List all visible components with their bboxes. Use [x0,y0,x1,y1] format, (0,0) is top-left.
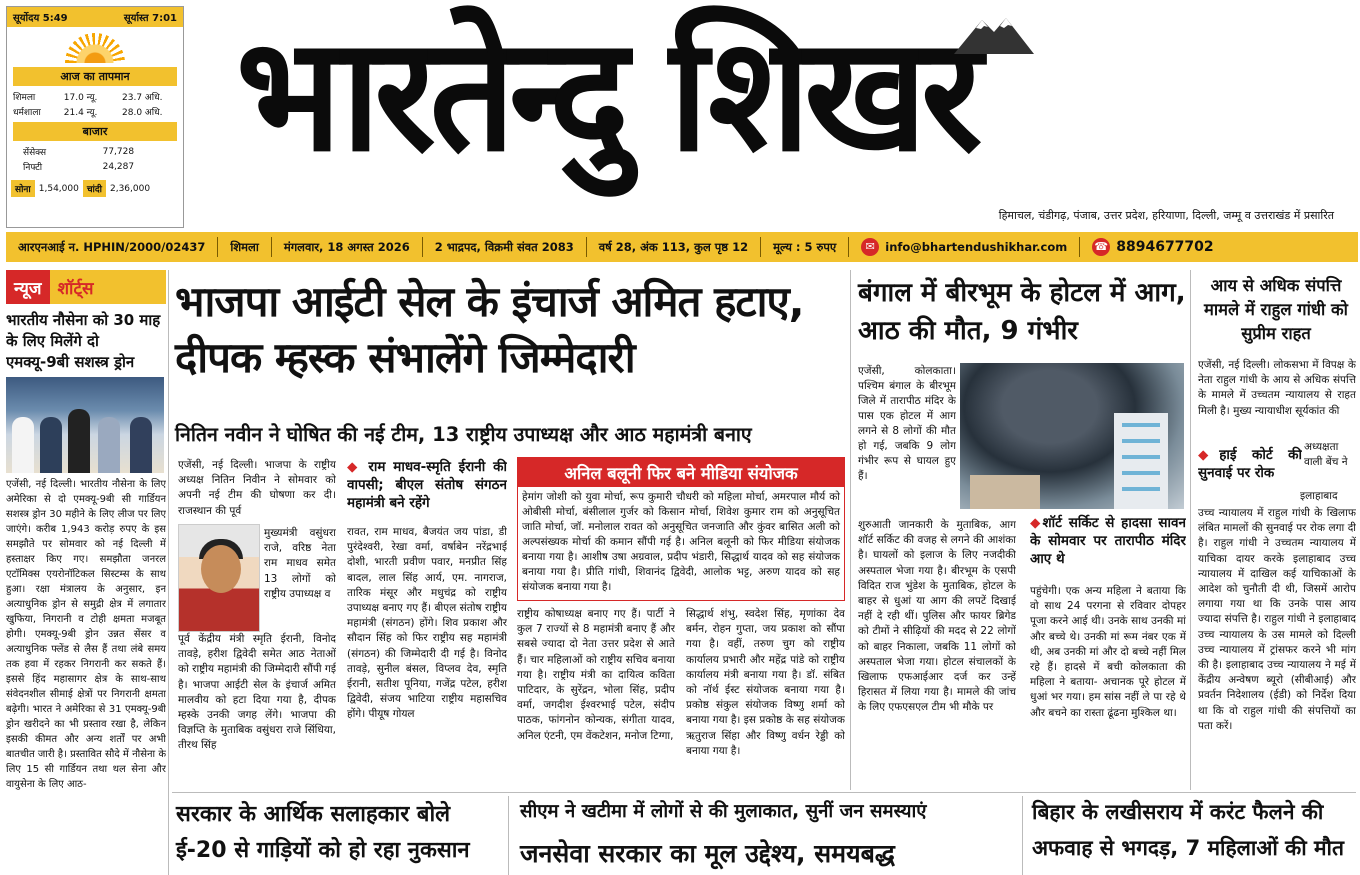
masthead [236,4,1346,222]
price: मूल्य : 5 रुपए [761,237,849,257]
lead-col4-body: सिद्धार्थ शंभु, स्वदेश सिंह, मृणांका देव बर्मन, रोहन गुप्ता, जय प्रकाश को सौंपा गया है। वहीं, तरुण चुग को राष्ट्रीय कार्यालय प्रभारी और महेंद्र पांडे को राष्ट्रीय कार्यालय मंत्री बनाया गया है। डॉ. संबित को नॉर्थ ईस्ट संयोजक बनाया गया है। प्रकोष्ठ संकुल संयोजक विष्णु शर्मा को बनाया गया है। इस प्रकोष्ठ के सह संयोजक ऋतुराज सिंहा और विष्णु वर्धन रेड्डी को बनाया गया है। [686,608,845,757]
column-divider [168,270,169,875]
rahul-body-bottom: उच्च न्यायालय में राहुल गांधी के खिलाफ लंबित मामलों की सुनवाई पर रोक लगा दी है। राहुल गांधी ने उच्चतम न्यायालय में याचिका दायर करके इलाहाबाद उच्च न्यायालय में दाखिल कई याचिकाओं के आदेश को चुनौती दी थी, जिसमें आरोप लगाया गया था कि उनके पास आय ज्यादा संपत्ति है। राहुल गांधी ने इलाहाबाद उच्च न्यायालय के उस मामले को दिल्ली उच्च न्यायालय में ट्रांसफर करने भी मांग की है। इलाहाबाद उच्च न्यायालय ने मई में केंद्रीय अन्वेषण ब्यूरो (सीबीआई) और प्रवर्तन निदेशालय (ईडी) को निर्देश दिया था कि वो राहुल गांधी की संपत्तियों का पता करें। [1198,507,1356,732]
shorts-photo [6,377,164,473]
email-text: info@bhartendushikhar.com [885,240,1068,254]
shorts-label-news: न्यूज [6,270,50,304]
index-name: निफ्टी [23,163,43,173]
mountain-icon [954,14,1034,54]
table-row [7,89,183,104]
weather-market-box [6,6,184,228]
bullion-row [7,178,183,199]
bottom-headline-1b[interactable]: ई-20 से गाड़ियों को हो रहा नुकसान [176,838,470,863]
rahul-subhead: ◆हाई कोर्ट की सुनवाई पर रोक [1198,447,1302,481]
info-strip [6,232,1358,262]
phone-link[interactable] [1080,237,1225,257]
silver-value: 2,36,000 [109,183,151,194]
silver-label: चांदी [83,180,106,197]
issue-info: वर्ष 28, अंक 113, कुल पृष्ठ 12 [587,237,761,257]
table-row [7,104,183,119]
bullet-icon: ◆ [1198,447,1220,463]
fire-photo [960,363,1184,509]
newspaper-title: भारतेन्दु शिखर [236,4,977,187]
index-value: 24,287 [102,161,135,172]
sunset-text: सूर्यास्त 7:01 [123,13,177,24]
market-table [7,144,183,174]
shorts-body: एजेंसी, नई दिल्ली। भारतीय नौसेना के लिए अमेरिका से दो एमक्यू-9बी सी गार्डियन सशस्त्र ड्रोन 30 महीने के लिए लीज पर लिए जाएंगे। करीब 1,943 करोड़ रुपए के इस समझौते पर सोमवार को नई दिल्ली में हस्ताक्षर किए गए। समझौता जनरल एटॉमिक्स एयरोनॉटिकल सिस्टम्स के साथ हुआ। रक्षा मंत्रालय के अनुसार, इन अत्याधुनिक ड्रोन से समुद्री क्षेत्र में लगातार खुफिया, निगरानी व टोही क्षमता मजबूत होगी। एमक्यू-9बी ड्रोन उन्नत सेंसर व अत्याधुनिक फ्लेंड से लैस हैं तथा लंबे समय तक हवा में रहकर निगरानी कर सकते हैं। इससे हिंद महासागर क्षेत्र के साथ-साथ संवेदनशील सीमाई क्षेत्रों पर निगरानी क्षमता बढ़ेगी। भारत ने अमेरिका से 31 एमक्यू-9बी ड्रोन खरीदने का भी प्रस्ताव रखा है, लेकिन इसकी कीमत और अन्य शर्तों पर अभी बातचीत जारी है। प्रस्तावित सौदे में नौसेना के लिए 15 सी गार्डियन तथा थल सेना और वायुसेना के लिए आठ- [6,479,166,790]
edition-city: शिमला [218,237,271,257]
bengal-col2: पहुंचेगी। एक अन्य महिला ने बताया कि वो साथ 24 परगना से रविवार दोपहर पूजा करने आई थी। उनके साथ उनकी मां और बच्चे थे। उनकी मां रूम नंबर एक में थी, अब उनकी मां और दो बच्चे नहीं मिल रहे हैं। हादसे में बची कोलकाता की महिला ने बताया- अचानक पूरे होटल में धुआं भर गया। हम सांस नहीं ले पा रहे थे और बचने का रास्ता ढूंढना मुश्किल था। [1030,585,1186,719]
rahul-side-top: अध्यक्षता वाली बेंच ने [1304,441,1348,469]
lead-col1-side: मुख्यमंत्री वसुंधरा राजे, वरिष्ठ नेता राम माधव समेत 13 लोगों को राष्ट्रीय उपाध्यक्ष व [264,527,336,600]
email-link[interactable] [849,237,1080,257]
city-name: शिमला [13,93,36,103]
city-name: धर्मशाला [13,108,41,118]
phone-text: 8894677702 [1116,239,1214,255]
shorts-headline[interactable]: भारतीय नौसेना को 30 माह के लिए मिलेंगे दो एमक्यू-9बी सशस्त्र ड्रोन [6,311,161,371]
sun-icon [7,27,183,67]
rahul-headline[interactable]: आय से अधिक संपत्ति मामले में राहुल गांधी को सुप्रीम राहत [1204,276,1348,343]
media-box [517,457,845,601]
media-box-title: अनिल बलूनी फिर बने मीडिया संयोजक [518,458,844,487]
column-divider [508,796,509,875]
bottom-headline-3b[interactable]: अफवाह से भगदड़, 7 महिलाओं की मौत [1032,836,1344,860]
shorts-header [6,270,166,304]
temp-table [7,89,183,119]
index-value: 77,728 [102,146,135,157]
shorts-label-shorts: शॉर्ट्स [50,270,167,304]
market-title: बाजार [13,122,177,141]
bottom-headline-2[interactable]: सीएम ने खटीमा में लोगों से की मुलाकात, सुनीं जन समस्याएं [520,801,927,822]
bullet-icon: ◆ [347,459,369,475]
temp-min: 21.4 न्यू. [63,108,98,118]
temp-title: आज का तापमान [13,67,177,86]
bengal-side-text: एजेंसी, कोलकाता। पश्चिम बंगाल के बीरभूम जिले में तारापीठ मंदिर के पास एक होटल में आग लगने से 8 लोगों की मौत हो गई, जबकि 9 लोग गंभीर रूप से घायल हुए हैं। [858,365,956,482]
bengal-col1: शुरुआती जानकारी के मुताबिक, आग शॉर्ट सर्किट की वजह से लगने की आशंका है। घायलों को इलाज के लिए नजदीकी अस्पताल भेजा गया है। बीरभूम के एसपी विदित राज भुंडेश के मुताबिक, होटल के बाहर से धुआं या आग की लपटें दिखाई नहीं दे रही थीं। पुलिस और फायर ब्रिगेड को टीमों ने सीढ़ियों की मदद से 22 लोगों को बाहर निकाला, जबकि 11 लोगों को अस्पताल भेजा गया। होटल संचालकों के खिलाफ एफआईआर दर्ज कर उन्हें हिरासत में लिया गया है। मामले की जांच के लिए एफएसएल टीम भी मौके पर [858,519,1016,714]
bengal-headline[interactable]: बंगाल में बीरभूम के होटल में आग, आठ की मौत, 9 गंभीर [858,278,1186,346]
lead-col2-subhead: ◆ राम माधव-स्मृति ईरानी की वापसी; बीएल संतोष संगठन महामंत्री बने रहेंगे [347,459,507,511]
sunrise-text: सूर्योदय 5:49 [13,13,68,24]
temp-max: 28.0 अधि. [122,108,163,118]
table-row [7,159,183,174]
lead-subheadline: नितिन नवीन ने घोषित की नई टीम, 13 राष्ट्रीय उपाध्यक्ष और आठ महामंत्री बनाए [175,423,752,446]
bottom-headline-2b[interactable]: जनसेवा सरकार का मूल उद्देश्य, समयबद्ध [520,839,895,868]
phone-icon: ☎ [1092,238,1110,256]
bottom-headline-3[interactable]: बिहार के लखीसराय में करंट फैलने की [1032,800,1324,824]
gold-value: 1,54,000 [38,183,79,194]
lead-col2-body: रावत, राम माधव, बैजयंत जय पांडा, डी पुरंदेश्वरी, रेखा वर्मा, वर्षाबेन नरेंद्रभाई दोशी, भारती प्रवीण पवार, मनप्रीत सिंह बादल, लाल सिंह आर्य, एम. नागराज, तारिक मंसूर और मधुचंद्र को राष्ट्रीय उपाध्यक्ष बनाए गए हैं। बीएल संतोष राष्ट्रीय महामंत्री (संगठन) होंगे। शिव प्रकाश और सौदान सिंह को फिर राष्ट्रीय सह महामंत्री (संगठन) की जिम्मेदारी दी गई है। विनोद तावड़े, सुनील बंसल, विप्लव देव, स्मृति ईरानी, सतीश पूनिया, गजेंद्र पटेल, हरीश द्विवेदी, संजय भाटिया राष्ट्रीय महासचिव होंगे। पीयूष गोयल [347,526,507,721]
portrait-photo [178,524,260,632]
column-divider [1190,270,1191,790]
index-name: सेंसेक्स [23,148,47,158]
mail-icon: ✉ [861,238,879,256]
temp-max: 23.7 अधि. [122,93,163,103]
sun-times [7,7,183,27]
lead-col3-body: राष्ट्रीय कोषाध्यक्ष बनाए गए हैं। पार्टी ने कुल 7 राज्यों से 8 महामंत्री बनाए हैं और सबसे ज्यादा दो नेता उत्तर प्रदेश से आते हैं। चार महिलाओं को राष्ट्रीय सचिव बनाया गया है। राष्ट्रीय मंत्री का दायित्व कविता पाटिदार, के सुरेंद्रन, भोला सिंह, प्रदीप वर्मा, जगदीश ईश्वरभाई पटेल, संदीप पाठक, फांगनोन कोन्यक, संगीता यादव, अनिल एंटनी, एम वेंकटेशन, मनोज टिग्गा, [517,608,675,742]
samvat-date: 2 भाद्रपद, विक्रमी संवत 2083 [423,237,587,257]
lead-col1-bottom: पूर्व केंद्रीय मंत्री स्मृति ईरानी, विनोद तावड़े, हरीश द्विवेदी समेत आठ नेताओं को राष्ट्रीय महामंत्री की जिम्मेदारी सौंपी गई है। भाजपा आईटी सेल के इंचार्ज अमित मालवीय को हटा दिया गया है, दीपक म्हस्के उनकी जगह लेंगे। भाजपा की विज्ञप्ति के मुताबिक वसुंधरा राजे सिंधिया, तीरथ सिंह [178,633,336,752]
table-row [7,144,183,159]
gold-label: सोना [11,180,35,197]
circulation-line: हिमाचल, चंडीगढ़, पंजाब, उत्तर प्रदेश, हरियाणा, दिल्ली, जम्मू व उत्तराखंड में प्रसारित [998,209,1334,222]
rahul-body-top: एजेंसी, नई दिल्ली। लोकसभा में विपक्ष के नेता राहुल गांधी के आय से अधिक संपत्ति के मामले में उच्चतम न्यायालय से राहत मिली है। मुख्य न्यायाधीश सूर्यकांत की [1198,359,1356,417]
row-divider [172,792,1356,793]
column-divider [850,270,851,790]
rahul-side-bottom: इलाहाबाद [1300,490,1338,502]
news-shorts [6,270,166,875]
bengal-subhead: ◆शॉर्ट सर्किट से हादसा सावन के सोमवार पर तारापीठ मंदिर आए थे [1030,515,1186,567]
rni-number: आरएनआई न. HPHIN/2000/02437 [6,237,218,257]
lead-headline[interactable]: भाजपा आईटी सेल के इंचार्ज अमित हटाए, दीपक म्हस्क संभालेंगे जिम्मेदारी [175,277,804,382]
bullet-icon: ◆ [1030,515,1043,531]
media-box-body: हेमांग जोशी को युवा मोर्चा, रूप कुमारी चौधरी को महिला मोर्चा, अमरपाल मौर्य को ओबीसी मोर्चा, बंसीलाल गुर्जर को किसान मोर्चा, शिवेश कुमार राम को अनुसूचित जाति मोर्चा, जॉ. मनोलाल रावत को अनुसूचित जनजाति और कुंवर बासित अली को अल्पसंख्यक मोर्चा की कमान सौंपी गई है। अनिल बलूनी को फिर मीडिया संयोजक बनाया गया है। आशीष उषा अग्रवाल, प्रदीप भंडारी, सिद्धार्थ यादव को सह संयोजक बनाया गया है। प्रीति गांधी, शिवानंद द्विवेदी, आलोक भट्ट, अरुण यादव को सह संयोजक बनाया गया है। [522,491,840,593]
issue-date: मंगलवार, 18 अगस्त 2026 [272,237,423,257]
bottom-headline-1[interactable]: सरकार के आर्थिक सलाहकार बोले [176,802,451,827]
lead-col1-top: एजेंसी, नई दिल्ली। भाजपा के राष्ट्रीय अध्यक्ष नितिन निवीन ने सोमवार को अपनी नई टीम की घोषणा कर दी। राजस्थान की पूर्व [178,459,336,517]
temp-min: 17.0 न्यू. [63,93,98,103]
column-divider [1022,796,1023,875]
